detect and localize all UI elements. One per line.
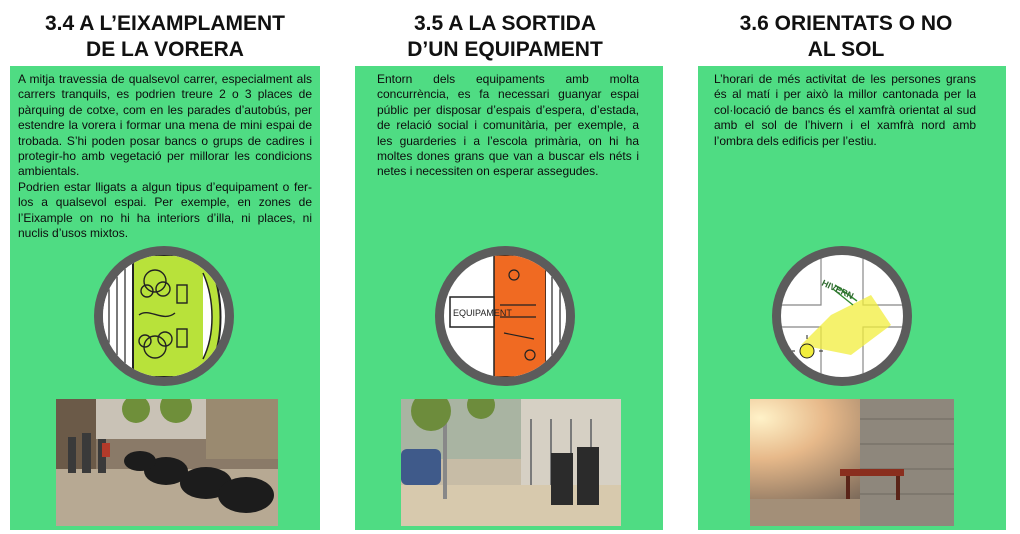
paragraph: Podrien estar lligats a algun tipus d’equipament o fer-los a qualsevol espai. Per exemple, en zones de l’Eixample on no hi ha interiors d’illa, ni places, ni nuclis d’usos mixtos.: [18, 179, 312, 241]
facility-sketch-image: [444, 255, 566, 377]
sketch-circle: [94, 246, 234, 386]
school-exit-photo: [401, 399, 621, 526]
green-panel: [355, 66, 663, 530]
sketch-label: EQUIPAMENT: [453, 308, 512, 318]
section-text: [18, 72, 312, 241]
title-line-2: DE LA VORERA: [86, 38, 244, 61]
sketch-circle: [435, 246, 575, 386]
title-line-1: 3.5 A LA SORTIDA: [413, 12, 597, 35]
section-title: [688, 11, 1004, 63]
street-photo: [56, 399, 278, 526]
sketch-label: HIVERN: [820, 277, 856, 302]
paragraph: Entorn dels equipaments amb molta concurrència, es fa necessari guanyar espai públic per disposar d’espais d’espera, d’estada, de relació social i comunitària, per exemple, a les guarderies i a l’escola primària, on hi ha moltes dones grans que van a buscar els néts i netes i necessiten on esperar assegudes.: [377, 72, 639, 179]
title-line-2: AL SOL: [807, 38, 885, 61]
green-panel: [698, 66, 1006, 530]
section-text: [714, 72, 976, 149]
section-text: [377, 72, 639, 180]
title-line-1: 3.4 A L’EIXAMPLAMENT: [45, 12, 285, 35]
green-panel: [10, 66, 320, 530]
sketch-circle: [772, 246, 912, 386]
paragraph: A mitja travessia de qualsevol carrer, especialment als carrers tranquils, es podrien treure 2 o 3 places de pàrquing de cotxe, com en les parades d’autobús, per estendre la vorera i formar una mena de mini espai de trobada. S’hi poden posar bancs o grups de cadires i protegir-ho amb vegetació per millorar les condicions ambientals.: [18, 72, 312, 179]
paragraph: L’horari de més activitat de les persones grans és al matí i per això la millor cantonada per la col·locació de bancs és el xamfrà orientat al sud amb el sol de l’hivern i el xamfrà nord amb l’ombra dels edificis per l’estiu.: [714, 72, 976, 148]
title-line-2: D’UN EQUIPAMENT: [407, 38, 603, 61]
sunny-bench-photo: [750, 399, 954, 526]
orientation-sketch-image: [781, 255, 903, 377]
sidewalk-sketch-image: [103, 255, 225, 377]
section-title: [0, 11, 330, 63]
section-title: [345, 11, 665, 63]
title-line-1: 3.6 ORIENTATS O NO: [739, 12, 953, 35]
